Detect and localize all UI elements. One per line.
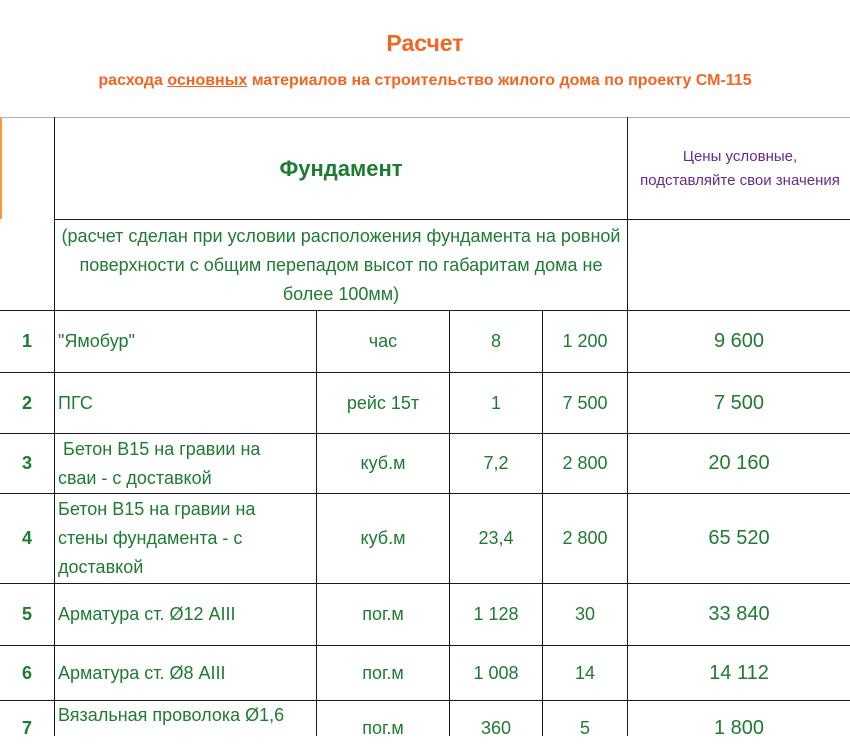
unit: куб.м xyxy=(360,453,406,473)
total: 1 800 xyxy=(713,716,765,739)
subtitle-after: материалов на строительство жилого дома по проекту СМ-115 xyxy=(247,72,752,89)
sheet-header xyxy=(0,0,850,118)
unit: пог.м xyxy=(362,717,404,738)
total: 33 840 xyxy=(708,603,770,625)
quantity: 360 xyxy=(480,717,512,738)
total: 14 112 xyxy=(709,661,769,684)
unit: пог.м xyxy=(362,662,404,683)
quantity: 7,2 xyxy=(483,453,509,473)
page-title: Расчет xyxy=(386,30,464,56)
material-name: Бетон В15 на гравии на стены фундамента - с доставкой xyxy=(58,499,256,577)
unit: куб.м xyxy=(360,528,406,548)
row-number: 3 xyxy=(21,453,32,473)
row-number: 1 xyxy=(21,331,32,351)
unit: рейс 15т xyxy=(346,392,420,413)
material-name: Арматура ст. Ø8 АIII xyxy=(58,662,226,683)
row-number: 4 xyxy=(21,528,32,548)
unit-price: 7 500 xyxy=(562,392,608,413)
unit-price: 2 800 xyxy=(562,453,608,473)
subtitle-underlined: основных xyxy=(167,72,248,89)
total: 9 600 xyxy=(713,330,765,352)
row-number: 2 xyxy=(21,392,32,413)
material-name: "Ямобур" xyxy=(58,331,135,351)
selection-edge xyxy=(0,118,2,219)
total: 20 160 xyxy=(708,452,770,474)
unit: час xyxy=(368,331,398,351)
prices-note: Цены условные, подставляйте свои значения xyxy=(640,147,840,189)
condition-note: (расчет сделан при условии расположения фундамента на ровной поверхности с общим перепадом высот по габаритам дома не более 100мм) xyxy=(61,225,621,304)
quantity: 8 xyxy=(490,331,501,351)
unit-price: 5 xyxy=(579,717,590,738)
quantity: 1 xyxy=(490,392,501,413)
total: 65 520 xyxy=(708,527,770,549)
row-number: 7 xyxy=(21,717,32,738)
unit-price: 2 800 xyxy=(562,528,608,548)
material-name: Арматура ст. Ø12 АIII xyxy=(58,604,236,624)
section-title: Фундамент xyxy=(279,155,403,181)
unit-price: 1 200 xyxy=(562,331,608,351)
row-number: 6 xyxy=(21,662,32,683)
unit: пог.м xyxy=(362,604,404,624)
unit-price: 14 xyxy=(574,662,596,683)
quantity: 23,4 xyxy=(478,528,514,548)
total: 7 500 xyxy=(713,391,765,414)
quantity: 1 128 xyxy=(473,604,519,624)
unit-price: 30 xyxy=(574,604,596,624)
row-number: 5 xyxy=(21,604,32,624)
material-name: Бетон В15 на гравии на сваи - с доставкой xyxy=(58,438,266,488)
subtitle-before: расхода xyxy=(98,72,168,89)
quantity: 1 008 xyxy=(473,662,519,683)
material-name: ПГС xyxy=(58,392,93,413)
material-name: Вязальная проволока Ø1,6 xyxy=(58,704,285,725)
page-subtitle xyxy=(0,72,850,90)
